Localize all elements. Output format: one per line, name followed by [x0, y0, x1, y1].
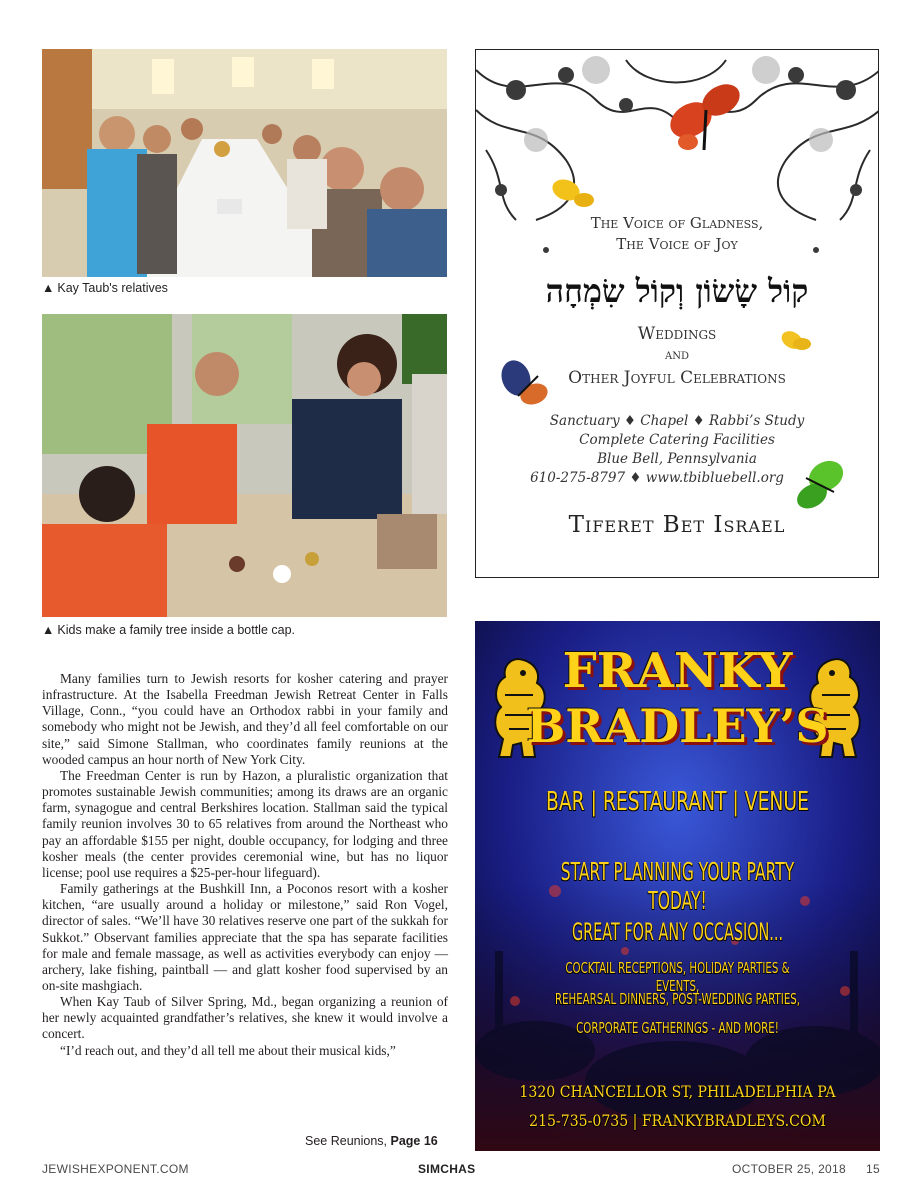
location-line: Blue Bell, Pennsylvania [597, 451, 757, 467]
celebrations-heading: Other Joyful Celebrations [568, 368, 786, 388]
footer-site: JEWISHEXPONENT.COM [42, 1162, 189, 1176]
ad-franky-bradleys [475, 621, 880, 1151]
event-list-3: CORPORATE GATHERINGS - AND MORE! [576, 1019, 779, 1037]
butterfly-icon [498, 358, 558, 418]
triangle-icon: ▲ [42, 623, 55, 637]
photo-family-reunion [42, 49, 447, 277]
photo2-caption: ▲ Kids make a family tree inside a bottle cap. [42, 623, 295, 637]
venue-contact: 215-735-0735 | FRANKYBRADLEYS.COM [529, 1111, 826, 1130]
hebrew-verse: קוֹל שָׂשׂוֹן וְקוֹל שִׂמְחָה [545, 272, 809, 310]
jump-page: Page 16 [390, 1134, 438, 1148]
ad-tiferet-bet-israel [475, 49, 879, 578]
tagline-2: The Voice of Joy [616, 235, 738, 253]
footer-section: SIMCHAS [418, 1162, 476, 1176]
venue-subtitle: BAR | RESTAURANT | VENUE [546, 787, 809, 817]
footer-page-number: 15 [866, 1162, 880, 1176]
footer-date: OCTOBER 25, 2018 [732, 1162, 846, 1176]
jump-prefix: See Reunions, [305, 1134, 388, 1148]
brand-name-line1: FRANKY [562, 643, 793, 699]
brand-name-line2: BRADLEY’S [526, 699, 829, 753]
paragraph: Many families turn to Jewish resorts for kosher catering and prayer infrastructure. At the Isabella Freedman Jewish Retreat Center in Falls Village, Conn., “you could have an Orthodox rabbi in your family and somebody who might not be Jewish, and they’d all feel comfortable on our site,” said Simone Stallman, who coordinates family reunions at the wooded campus an hour north of New York City. [42, 671, 448, 767]
call-to-action: START PLANNING YOUR PARTY TODAY! [560, 857, 795, 915]
facilities-line: Sanctuary ♦ Chapel ♦ Rabbi’s Study [549, 413, 805, 429]
triangle-icon: ▲ [42, 281, 55, 295]
event-list-2: REHEARSAL DINNERS, POST-WEDDING PARTIES, [554, 990, 801, 1008]
butterfly-icon [786, 458, 852, 516]
butterfly-icon [778, 326, 814, 356]
contact-line: 610-275-8797 ♦ www.tbibluebell.org [530, 470, 784, 486]
photo-kids-craft [42, 314, 447, 617]
venue-address: 1320 CHANCELLOR ST, PHILADELPHIA PA [519, 1082, 836, 1101]
event-list-1: COCKTAIL RECEPTIONS, HOLIDAY PARTIES & EVENTS, [565, 959, 790, 995]
paragraph: When Kay Taub of Silver Spring, Md., began organizing a reunion of her newly acquainted grandfather’s relatives, she knew it would involve a concert. [42, 994, 448, 1042]
paragraph: The Freedman Center is run by Hazon, a pluralistic organization that promotes sustainable Jewish communities; among its draws are an organic farm, synagogue and central Berkshires location. Stallman said the typical family reunion involves 30 to 65 relatives from around the Northeast who pay an affordable $155 per night, double occupancy, for lodging and three kosher meals (the center provides ceremonial wine, but has no liquor license; pool use requires a $25-per-hour lifeguard). [42, 767, 448, 880]
butterfly-icon [549, 176, 594, 207]
tagline-1: The Voice of Gladness, [590, 214, 764, 232]
photo1-caption: ▲ Kay Taub's relatives [42, 281, 168, 295]
paragraph: Family gatherings at the Bushkill Inn, a Poconos resort with a kosher kitchen, “are usually around a holiday or milestone,” said Ron Vogel, director of sales. “We’ll have 30 relatives reserve one part of the sukkah for Sukkot.” Observant families appreciate that the spa has separate facilities for male and female massage, as well as activities everybody can enjoy — archery, lake fishing, paintball — and glatt kosher food supervised by an on-site mashgiach. [42, 881, 448, 993]
organization-name: Tiferet Bet Israel [568, 512, 786, 538]
and-text: and [665, 347, 689, 363]
occasion-heading: GREAT FOR ANY OCCASION... [571, 918, 784, 946]
paragraph: “I’d reach out, and they’d all tell me about their musical kids,” [60, 1042, 396, 1058]
article-body [42, 671, 448, 1059]
butterfly-icon [664, 78, 745, 150]
continued-jump-link[interactable] [305, 1134, 438, 1148]
catering-line: Complete Catering Facilities [579, 432, 775, 448]
weddings-heading: Weddings [637, 324, 717, 344]
